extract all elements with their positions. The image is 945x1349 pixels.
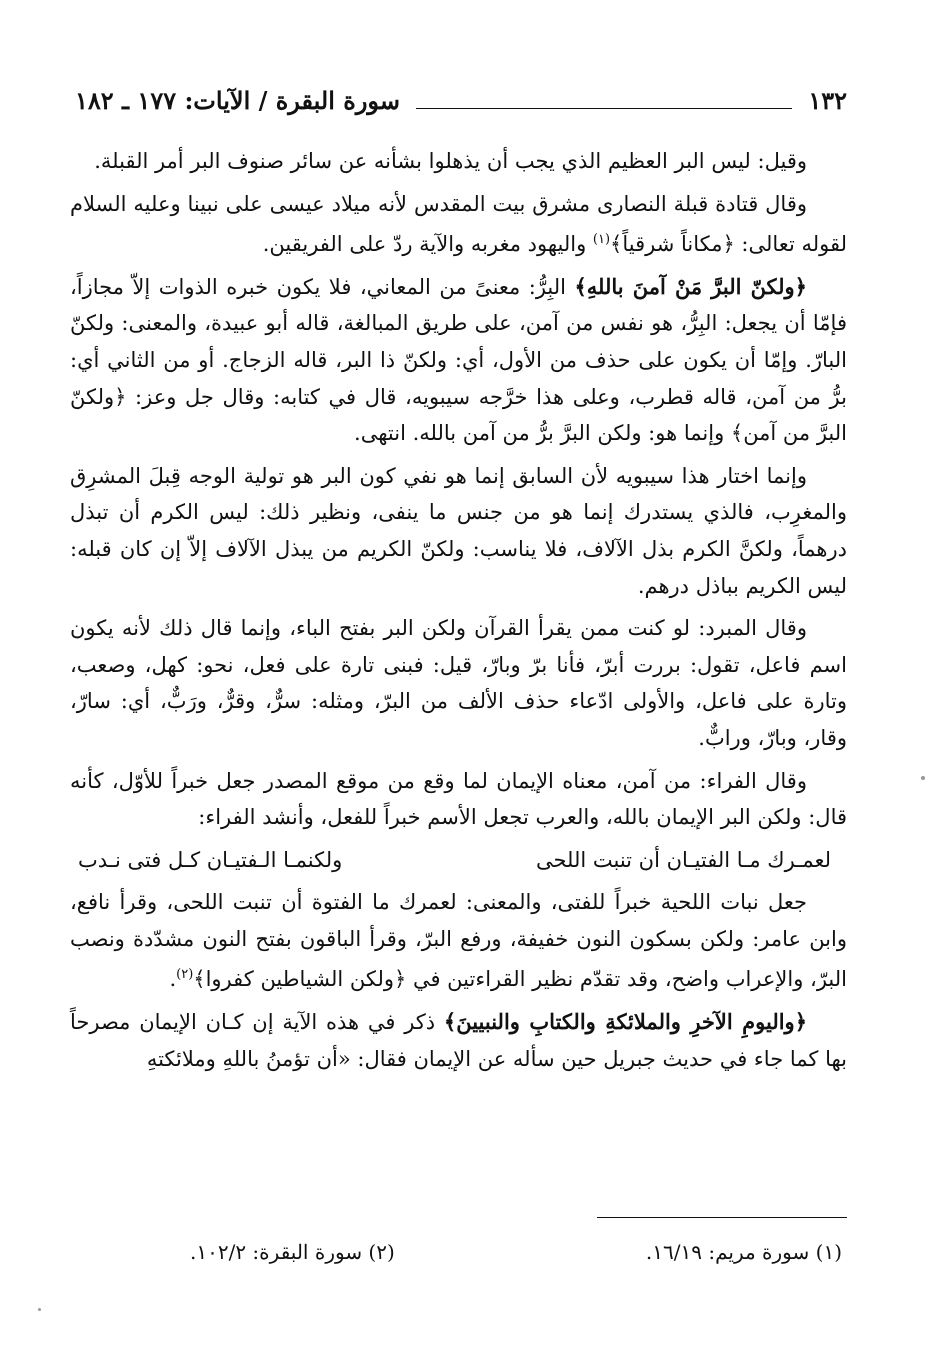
scan-speck — [38, 1308, 41, 1311]
text-segment: جعل نبات اللحية خبراً للفتى، والمعنى: لعمرك ما الفتوة أن تنبت اللحى، وقرأ نافع، وابن عامر: ولكن بسكون النون خفيفة، ورفع البرّ، وقرأ الباقون بفتح النون مشدّدة ونصب البرّ، والإعراب واضح، وقد تقدّم نظير القراءتين في ﴿ولكن الشياطين كفروا﴾ — [70, 890, 847, 992]
text-segment: وقال قتادة قبلة النصارى مشرق بيت المقدس لأنه ميلاد عيسى على نبينا وعليه السلام لقوله تعالى: ﴿مكاناً شرقياً﴾ — [70, 191, 847, 257]
main-text — [70, 143, 847, 1083]
text-segment: وقال الفراء: من آمن، معناه الإيمان لما وقع من موقع المصدر جعل خبراً للأوّل، كأنه قال: ولكن البر الإيمان بالله، والعرب تجعل الأسم خبراً للفعل، وأنشد الفراء: — [70, 768, 847, 830]
scan-speck — [921, 776, 925, 780]
page-number: ١٣٢ — [808, 85, 847, 115]
text-segment: البِرُّ: معنىً من المعاني، فلا يكون خبره الذوات إلاّ مجازاً، فإمّا أن يجعل: البِرُّ، هو نفس من آمن، على طريق المبالغة، قاله أبو عبيدة، والمعنى: ولكنّ البارّ. وإمّا أن يكون على حذف من الأول، أي: ولكنّ ذا البر، قاله الزجاج. أو من الثاني أي: برُّ من آمن، قاله قطرب، وعلى هذا خرَّجه سيبويه، قال في كتابه: وقال جل وعز: ﴿ولكنّ البرَّ من آمن﴾ وإنما هو: ولكن البرَّ برُّ من آمن بالله. انتهى. — [70, 274, 847, 446]
footnote-separator — [597, 1217, 847, 1218]
text-segment: وقيل: ليس البر العظيم الذي يجب أن يذهلوا بشأنه عن سائر صنوف البر أمر القبلة. — [94, 149, 807, 173]
paragraph — [70, 458, 847, 604]
surah-title: سورة البقرة / الآيات: ١٧٧ ـ ١٨٢ — [75, 85, 400, 115]
text-segment: ذكر في هذه الآية إن كـان الإيمان مصرحاً بها كما جاء في حديث جبريل حين سأله عن الإيمان فقال: «أن تؤمنُ باللهِ وملائكتهِ — [70, 1010, 847, 1071]
paragraph — [70, 763, 847, 836]
footnote-marker: (١) — [592, 232, 611, 248]
text-segment: واليهود مغربه والآية ردّ على الفريقين. — [262, 232, 593, 257]
paragraph — [70, 884, 847, 998]
text-segment: . — [169, 967, 177, 992]
poem-hemistich-2: ولكنمـا الـفتيـان كـل فتى نـدب — [78, 847, 343, 872]
poem-verse — [70, 842, 847, 879]
footnotes — [190, 1234, 842, 1274]
quranic-quote: ﴿ولكنّ البرَّ مَنْ آمنَ باللهِ﴾ — [574, 273, 807, 299]
paragraphs-after-poem — [70, 884, 847, 1077]
footnote-marker: (٢) — [176, 967, 194, 983]
paragraph — [70, 269, 847, 452]
text-segment: وإنما اختار هذا سيبويه لأن السابق إنما هو نفي كون البر هو تولية الوجه قِبلَ المشرِق والمغرِب، فالذي يستدرك إنما هو من جنس ما ينفى، ونظير ذلك: ليس الكرم أن تبذل درهماً، ولكنَّ الكرم بذل الآلاف، فلا يناسب: ولكنّ الكريم من يبذل الآلاف إلاّ إن كان قبله: ليس الكريم بباذل درهم. — [70, 463, 847, 598]
quranic-quote: ﴿واليومِ الآخرِ والملائكةِ والكتابِ والنبيينَ﴾ — [443, 1009, 807, 1035]
paragraphs-before-poem — [70, 143, 847, 836]
text-segment: وقال المبرد: لو كنت ممن يقرأ القرآن ولكن البر بفتح الباء، وإنما قال ذلك لأنه يكون اسم فاعل، تقول: بررت أبرّ، فأنا برّ وبارّ، قيل: فبنى تارة على فعل، نحو: كهل، وصعب، وتارة على فاعل، والأولى ادّعاء حذف الألف من البرّ، ومثله: سرٌّ، وقرٌّ، ورَبٌّ، أي: سارّ، وقار، وبارّ، ورابٌّ. — [70, 616, 847, 750]
running-header — [75, 80, 847, 120]
paragraph — [70, 186, 847, 263]
header-rule — [416, 108, 792, 109]
footnote-1: (١) سورة مريم: ١٦/١٩. — [645, 1240, 842, 1264]
paragraph — [70, 610, 847, 756]
paragraph — [70, 1004, 847, 1077]
paragraph — [70, 143, 847, 180]
footnote-2: (٢) سورة البقرة: ١٠٢/٢. — [190, 1240, 395, 1264]
poem-hemistich-1: لعمـرك مـا الفتيـان أن تنبت اللحى — [535, 847, 831, 872]
